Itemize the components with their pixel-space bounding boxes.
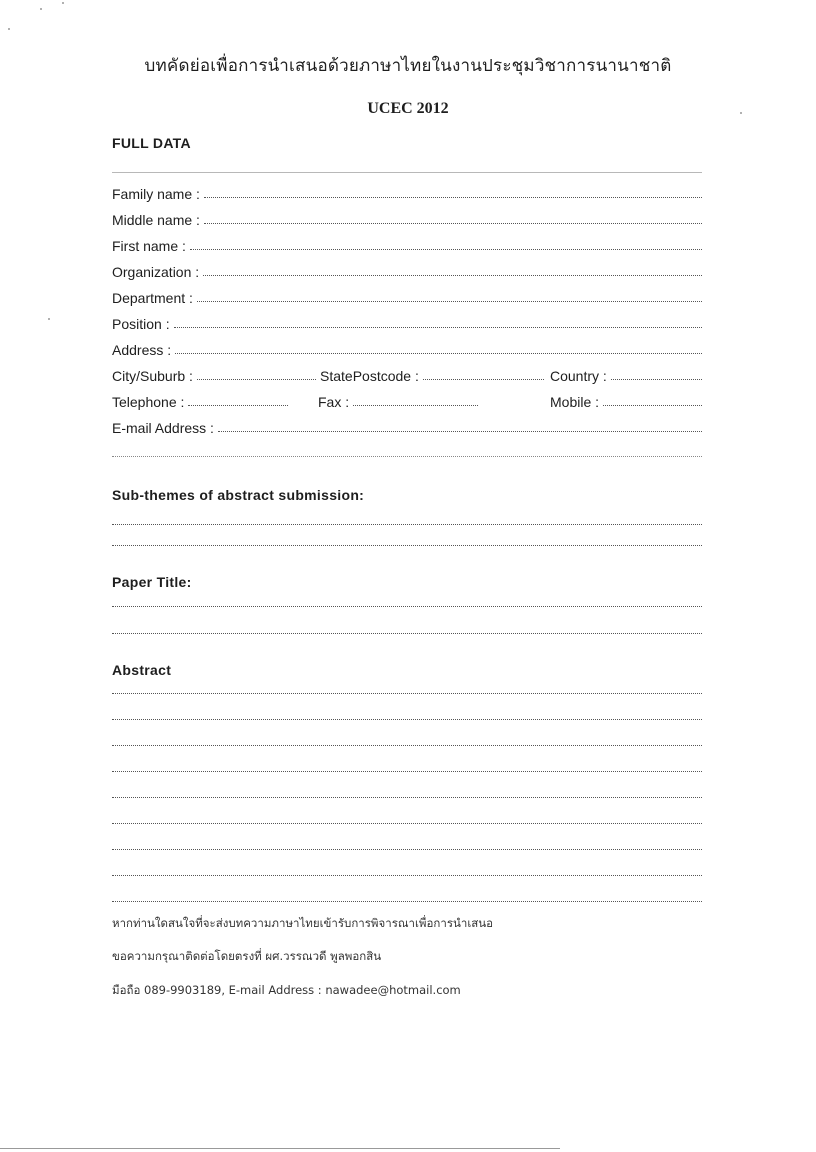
first-name-label: First name : [112, 238, 186, 254]
middle-name-label: Middle name : [112, 212, 200, 228]
footer-note-line2: ขอความกรุณาติดต่อโดยตรงที่ ผศ.วรรณวดี พูลพอกสิน [112, 949, 382, 963]
city-input-line[interactable] [197, 379, 316, 380]
email-label: E-mail Address : [112, 420, 214, 436]
telephone-label: Telephone : [112, 394, 185, 410]
paper-title-heading: Paper Title: [112, 574, 192, 590]
top-divider [112, 172, 702, 173]
full-data-heading: FULL DATA [112, 135, 191, 151]
department-label: Department : [112, 290, 193, 306]
abstract-input-line[interactable] [112, 849, 702, 850]
mobile-input-line[interactable] [603, 405, 702, 406]
telephone-input-line[interactable] [188, 405, 288, 406]
paper-title-input-line[interactable] [112, 633, 702, 634]
country-label: Country : [550, 368, 607, 384]
address-input-line[interactable] [175, 353, 702, 354]
scan-speck [62, 2, 64, 4]
address-field[interactable] [112, 338, 702, 358]
abstract-heading: Abstract [112, 662, 172, 678]
position-field[interactable] [112, 312, 702, 332]
bottom-divider [112, 456, 702, 457]
scan-speck [8, 28, 10, 30]
position-input-line[interactable] [174, 327, 702, 328]
abstract-input-line[interactable] [112, 719, 702, 720]
footer-note-line1: หากท่านใดสนใจที่จะส่งบทความภาษาไทยเข้ารับการพิจารณาเพื่อการนำเสนอ [112, 916, 494, 930]
country-field[interactable] [550, 364, 702, 384]
family-name-input-line[interactable] [204, 197, 702, 198]
mobile-field[interactable] [550, 390, 702, 410]
fax-label: Fax : [318, 394, 350, 410]
city-field[interactable] [112, 364, 316, 384]
fax-field[interactable] [318, 390, 478, 410]
subthemes-input-line[interactable] [112, 545, 702, 546]
first-name-input-line[interactable] [190, 249, 702, 250]
position-label: Position : [112, 316, 170, 332]
email-input-line[interactable] [218, 431, 702, 432]
abstract-input-line[interactable] [112, 745, 702, 746]
organization-field[interactable] [112, 260, 702, 280]
subthemes-input-line[interactable] [112, 524, 702, 525]
telephone-field[interactable] [112, 390, 288, 410]
abstract-input-line[interactable] [112, 771, 702, 772]
state-postcode-field[interactable] [320, 364, 544, 384]
abstract-input-line[interactable] [112, 901, 702, 902]
department-field[interactable] [112, 286, 702, 306]
state-postcode-label: StatePostcode : [320, 368, 419, 384]
subthemes-heading: Sub-themes of abstract submission: [112, 487, 365, 503]
abstract-input-line[interactable] [112, 875, 702, 876]
scan-speck [40, 8, 42, 10]
email-field[interactable] [112, 416, 702, 436]
scan-speck [740, 112, 742, 114]
paper-title-input-line[interactable] [112, 606, 702, 607]
abstract-input-line[interactable] [112, 693, 702, 694]
family-name-label: Family name : [112, 186, 200, 202]
scan-speck [48, 318, 50, 320]
organization-input-line[interactable] [203, 275, 702, 276]
conference-name: UCEC 2012 [367, 100, 449, 117]
scan-edge [0, 1148, 560, 1149]
state-postcode-input-line[interactable] [423, 379, 544, 380]
footer-contact-line: มือถือ 089-9903189, E-mail Address : nawadee@hotmail.com [112, 983, 461, 997]
address-label: Address : [112, 342, 172, 358]
middle-name-field[interactable] [112, 208, 702, 228]
middle-name-input-line[interactable] [204, 223, 702, 224]
abstract-input-line[interactable] [112, 797, 702, 798]
mobile-label: Mobile : [550, 394, 600, 410]
country-input-line[interactable] [611, 379, 702, 380]
abstract-input-line[interactable] [112, 823, 702, 824]
first-name-field[interactable] [112, 234, 702, 254]
fax-input-line[interactable] [353, 405, 478, 406]
city-label: City/Suburb : [112, 368, 193, 384]
department-input-line[interactable] [197, 301, 702, 302]
organization-label: Organization : [112, 264, 200, 280]
family-name-field[interactable] [112, 182, 702, 202]
form-title-thai: บทคัดย่อเพื่อการนำเสนอด้วยภาษาไทยในงานประชุมวิชาการนานาชาติ [144, 56, 672, 76]
